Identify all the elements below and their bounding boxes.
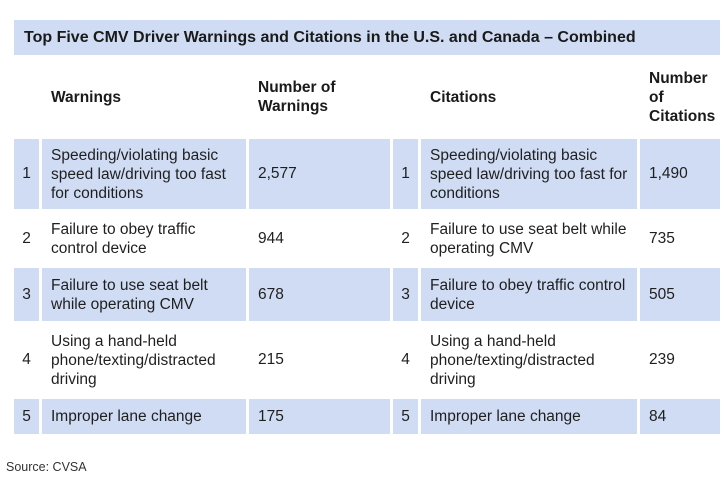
citations-count: 239: [640, 324, 720, 396]
header-rank-citations: [393, 58, 418, 136]
citation-description: Failure to obey traffic control device: [421, 268, 637, 321]
citation-rank: 2: [393, 212, 418, 265]
citation-rank: 5: [393, 399, 418, 434]
citation-description: Using a hand-held phone/texting/distracted driving: [421, 324, 637, 396]
warnings-count: 944: [249, 212, 390, 265]
header-number-of-citations: Number of Citations: [649, 69, 716, 125]
header-row: [14, 58, 720, 136]
warnings-citations-table: [11, 17, 723, 437]
header-warnings: Warnings: [51, 88, 122, 106]
citations-count: 84: [640, 399, 720, 434]
title-row: [14, 20, 720, 55]
table-row: [14, 399, 720, 434]
warnings-count: 2,577: [249, 139, 390, 209]
warning-description: Improper lane change: [42, 399, 246, 434]
citation-description: Improper lane change: [421, 399, 637, 434]
warning-rank: 3: [14, 268, 39, 321]
warning-rank: 5: [14, 399, 39, 434]
warnings-count: 215: [249, 324, 390, 396]
warning-description: Using a hand-held phone/texting/distracted driving: [42, 324, 246, 396]
warning-rank: 4: [14, 324, 39, 396]
citation-rank: 1: [393, 139, 418, 209]
warning-rank: 2: [14, 212, 39, 265]
header-citations: Citations: [430, 88, 497, 106]
warning-description: Failure to use seat belt while operating CMV: [42, 268, 246, 321]
header-rank-warnings: [14, 58, 39, 136]
table-title: Top Five CMV Driver Warnings and Citations in the U.S. and Canada – Combined: [14, 20, 720, 55]
citations-count: 1,490: [640, 139, 720, 209]
warning-description: Speeding/violating basic speed law/driving too fast for conditions: [42, 139, 246, 209]
citations-count: 735: [640, 212, 720, 265]
warnings-count: 678: [249, 268, 390, 321]
warnings-count: 175: [249, 399, 390, 434]
header-number-of-warnings: Number of Warnings: [258, 79, 336, 115]
citations-count: 505: [640, 268, 720, 321]
citation-description: Failure to use seat belt while operating CMV: [421, 212, 637, 265]
source-note: Source: CVSA: [6, 460, 87, 474]
citation-rank: 3: [393, 268, 418, 321]
warning-rank: 1: [14, 139, 39, 209]
table-row: [14, 139, 720, 209]
warning-description: Failure to obey traffic control device: [42, 212, 246, 265]
citation-description: Speeding/violating basic speed law/driving too fast for conditions: [421, 139, 637, 209]
table-row: [14, 324, 720, 396]
table-row: [14, 212, 720, 265]
citation-rank: 4: [393, 324, 418, 396]
warnings-citations-table-wrapper: [14, 20, 716, 434]
table-row: [14, 268, 720, 321]
